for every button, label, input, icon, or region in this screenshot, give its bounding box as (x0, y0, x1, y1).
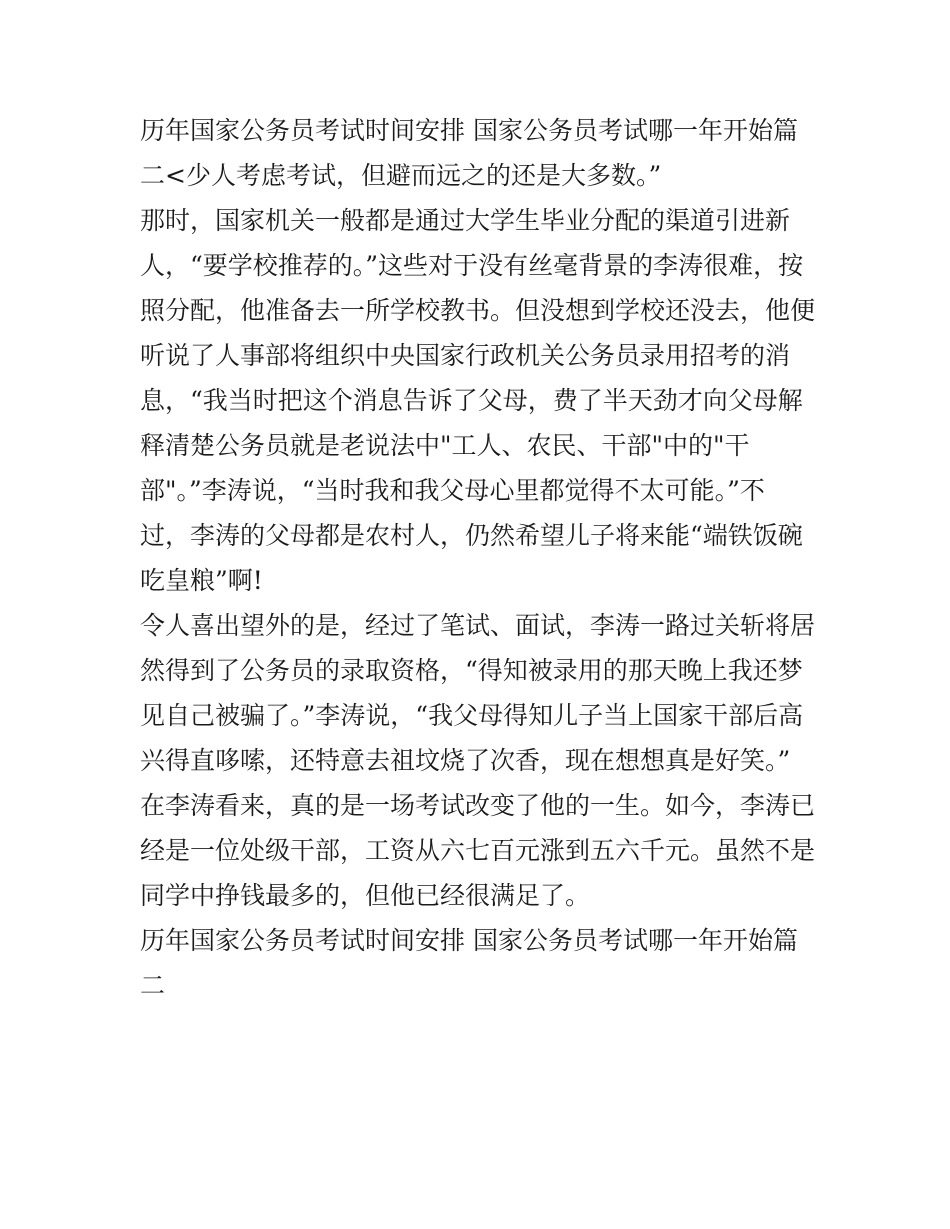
text-line: 见自己被骗了。”李涛说，“我父母得知儿子当上国家干部后高 (140, 701, 804, 730)
text-line: 人，“要学校推荐的。”这些对于没有丝毫背景的李涛很难，按 (140, 251, 804, 280)
text-line: 二 (140, 971, 166, 1000)
text-line: 历年国家公务员考试时间安排 国家公务员考试哪一年开始篇 (140, 116, 798, 145)
text-line: 在李涛看来，真的是一场考试改变了他的一生。如今，李涛已 (140, 791, 815, 820)
text-line: 那时，国家机关一般都是通过大学生毕业分配的渠道引进新 (140, 206, 791, 235)
text-line: 吃皇粮”啊! (140, 566, 263, 595)
text-line: 部"。”李涛说，“当时我和我父母心里都觉得不太可能。”不 (140, 476, 765, 505)
text-line: 然得到了公务员的录取资格，“得知被录用的那天晚上我还梦 (140, 656, 803, 685)
text-line: 令人喜出望外的是，经过了笔试、面试，李涛一路过关斩将居 (140, 611, 815, 640)
text-line: 历年国家公务员考试时间安排 国家公务员考试哪一年开始篇 (140, 926, 798, 955)
text-line: 兴得直哆嗦，还特意去祖坟烧了次香，现在想想真是好笑。” (140, 746, 791, 775)
text-line: 二<少人考虑考试，但避而远之的还是大多数。” (140, 161, 662, 190)
text-line: 息，“我当时把这个消息告诉了父母，费了半天劲才向父母解 (140, 386, 803, 415)
text-line: 释清楚公务员就是老说法中"工人、农民、干部"中的"干 (140, 431, 750, 460)
text-line: 经是一位处级干部，工资从六七百元涨到五六千元。虽然不是 (140, 836, 815, 865)
text-line: 听说了人事部将组织中央国家行政机关公务员录用招考的消 (140, 341, 791, 370)
document-body (140, 108, 815, 1008)
text-line: 照分配，他准备去一所学校教书。但没想到学校还没去，他便 (140, 296, 815, 325)
text-line: 同学中挣钱最多的，但他已经很满足了。 (140, 881, 591, 910)
text-line: 过，李涛的父母都是农村人，仍然希望儿子将来能“端铁饭碗 (140, 521, 803, 550)
